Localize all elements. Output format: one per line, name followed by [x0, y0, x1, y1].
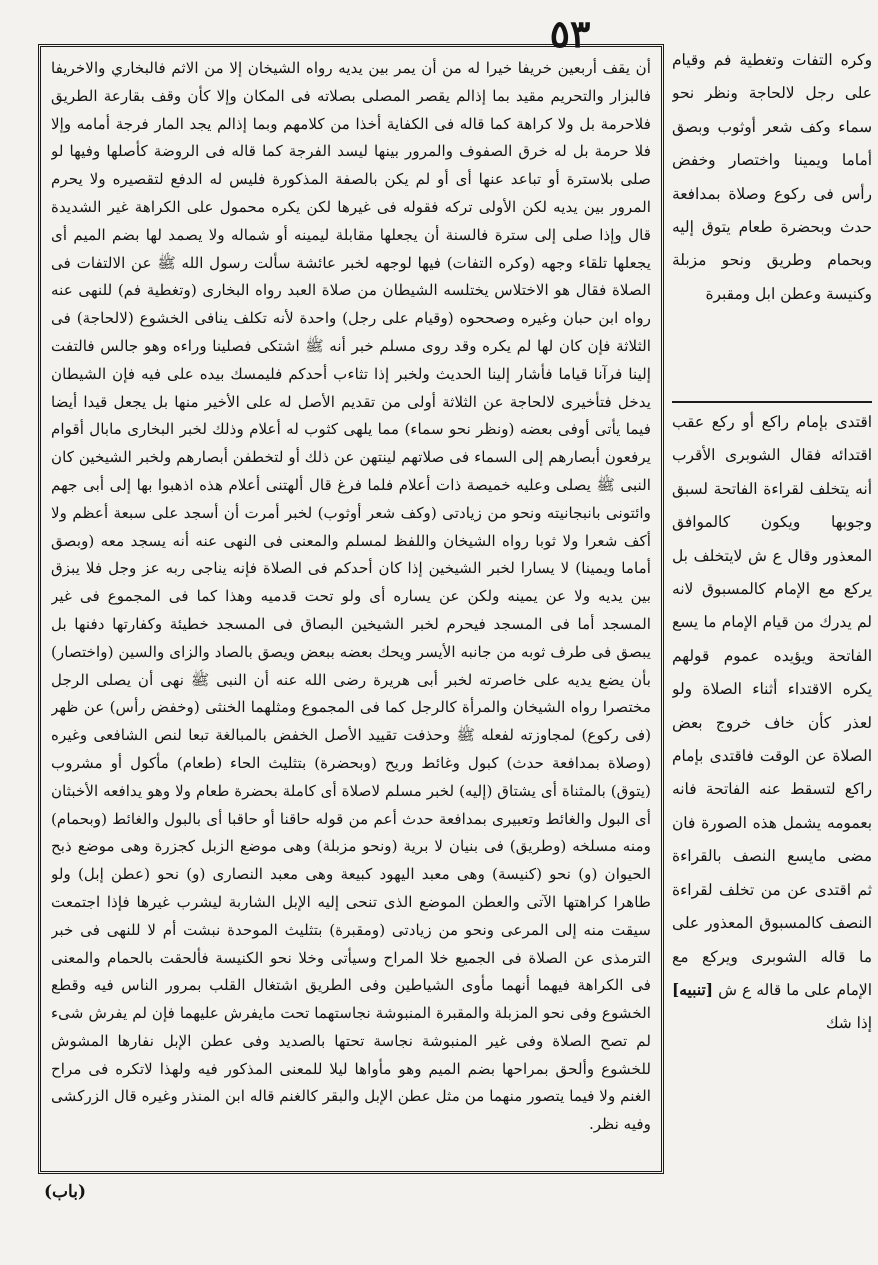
- note-label: [تنبيه]: [672, 980, 714, 999]
- margin-gloss: [672, 406, 872, 1214]
- margin-divider: [672, 401, 872, 403]
- margin-commentary: [672, 44, 872, 1214]
- main-paragraph: أن يقف أربعين خريفا خيرا له من أن يمر بين يديه رواه الشيخان إلا من الاثم فالبخاري والاخريفا فالبزار والتحريم مقيد بما إذالم يقصر المصلى بصلاته فى المكان وإلا كأن وقف بقارعة الطريق فلاحرمة بل ولا كراهة كما قاله فى الكفاية أخذا من كلامهم وبما إذالم يجد المار فرجة أمامه وإلا فلا حرمة بل له خرق الصفوف والمرور بينها ليسد الفرجة كما قاله فى الروضة كأصلها وفيها لو صلى بلاسترة أو تباعد عنها أى أو لم يكن بالصفة المذكورة فليس له الدفع لتقصيره ولا يحرم المرور بين يديه لكن الأولى تركه فقوله فى غيرها لكن يكره محمول على الكراهة غير الشديدة قال وإذا صلى إلى سترة فالسنة أن يجعلها مقابلة ليمينه أو شماله ولا يصمد لها بضم الميم أى يجعلها تلقاء وجهه (وكره التفات) فيها لوجهه لخبر عائشة سألت رسول الله ﷺ عن الالتفات فى الصلاة فقال هو الاختلاس يختلسه الشيطان من صلاة العبد رواه البخارى (وتغطية فم) للنهى عنه رواه ابن حبان وغيره وصححوه (وقيام على رجل) واحدة لأنه تكلف ينافى الخشوع (لالحاجة) فى الثلاثة فإن كان لها لم يكره وقد روى مسلم خبر أنه ﷺ اشتكى فصلينا وراءه وهو جالس فالتفت إلينا فرآنا قياما فأشار إلينا الحديث ولخبر إذا تثاءب أحدكم فليمسك بيده على فيه فإن الشيطان يدخل فتأخيرى لالحاجة عن الثلاثة أولى من تقديم الأصل له على الأخير منها بل يجعل قيدا أيضا فيما يأتى أوفى بعضه (ونظر نحو سماء) مما يلهى كثوب له أعلام وذلك لخبر البخارى مابال أقوام يرفعون أبصارهم إلى السماء فى صلاتهم لينتهن عن ذلك أو لتخطفن أبصارهم ولخبر الشيخين كان النبى ﷺ يصلى وعليه خميصة ذات أعلام فلما فرغ قال ألهتنى أعلام هذه اذهبوا بها إلى أبى جهم وائتونى بانبجانيته ونحو من زيادتى (وكف شعر أوثوب) لخبر أمرت أن أسجد على سبعة أعظم ولا أكف شعرا ولا ثوبا رواه الشيخان واللفظ لمسلم والمعنى فى النهى عنه أنه يسجد معه (وبصق أماما ويمينا) لا يسارا لخبر الشيخين إذا كان أحدكم فى الصلاة فإنه يناجى ربه عز وجل فلا يبزق بين يديه ولا عن يمينه ولكن عن يساره أى ولو تحت قدميه وهذا كما فى المجموع فى غير المسجد أما فى المسجد فيحرم لخبر الشيخين البصاق فى المسجد خطيئة وكفارتها دفنها بل يبصق فى طرف ثوبه من جانبه الأيسر ويحك بعضه ببعض ويصق بالصاد والزاى والسين (واختصار) بأن يضع يديه على خاصرته لخبر أبى هريرة رضى الله عنه أن النبى ﷺ نهى أن يصلى الرجل مختصرا رواه الشيخان والمرأة كالرجل كما فى المجموع ومثلهما الخنثى (وخفض رأس) عن ظهر (فى ركوع) لمجاوزته لفعله ﷺ وحذفت تقييد الأصل الخفض بالمبالغة تبعا لنص الشافعى وغيره (وصلاة بمدافعة حدث) كبول وغائط وريح (وبحضرة) بتثليث الحاء (طعام) مأكول أو مشروب (يتوق) بالمثناة أى يشتاق (إليه) لخبر مسلم لاصلاة أى كاملة بحضرة طعام ولا وهو يدافعه الأخبثان أى البول والغائط وتعبيرى بمدافعة حدث أعم من قوله حاقنا أو حاقبا أى بالبول والغائط (وبحمام) ومنه مسلخه (وطريق) فى بنيان لا برية (ونحو مزبلة) وهى موضع الزبل كجزرة وهى موضع ذبح الحيوان (و) نحو (كنيسة) وهى معبد اليهود كبيعة وهى معبد النصارى (و) نحو (عطن إبل) ولو طاهرا كراهتها الآتى والعطن الموضع الذى تنحى إليه الإبل الشاربة ليشرب غيرها فإذا اجتمعت سيقت منه إلى المرعى ونحو من زيادتى (ومقبرة) بتثليث الموحدة نبشت أم لا للنهى فى خبر الترمذى عن الصلاة فى الجميع خلا المراح وسيأتى وخلا نحو الكنيسة فألحقت بالحمام والمعنى فى الكراهة فيهما أنهما مأوى الشياطين وفى الطريق اشتغال القلب بمرور الناس فيه وقطع الخشوع وفى نحو المزبلة والمقبرة المنبوشة نجاستهما تحت مايفرش عليهما فإن لم يفرش شىء لم تصح الصلاة وفى غير المنبوشة نجاسة تحتها بالصديد وفى عطن الإبل نفارها المشوش للخشوع وألحق بمراحها بضم الميم وهو مأواها ليلا للمعنى المذكور فيه ولهذا لاتكره فى مراح الغنم ولا فيما يتصور منهما من مثل عطن الإبل والبقر كالغنم قاله ابن المنذر وغيره قال الزركشى وفيه نظر.: [51, 59, 651, 1134]
- margin-summary: وكره التفات وتغطية فم وقيام على رجل لالحاجة ونظر نحو سماء وكف شعر أوثوب وبصق أماما ويمينا واختصار وخفض رأس فى ركوع وصلاة بمدافعة حدث وبحضرة طعام يتوق إليه وبحمام وطريق ونحو مزبلة وكنيسة وعطن ابل ومقبرة: [672, 51, 872, 303]
- main-text-frame: [38, 44, 664, 1174]
- note-tail: إذا شك: [825, 1014, 872, 1033]
- catchword-bab: (باب): [44, 1182, 87, 1202]
- margin-gloss-text: اقتدى بإمام راكع أو ركع عقب اقتدائه فقال الشوبرى الأقرب أنه يتخلف لقراءة الفاتحة لسبق وجوبها ويكون كالموافق المعذور وقال ع ش لايتخلف بل يركع مع الإمام كالمسبوق لانه لم يدرك من قيام الإمام ما يسع الفاتحة ويؤيده عموم قولهم يكره الاقتداء أثناء الصلاة ولو لعذر كأن خاف خروج بعض الصلاة عن الوقت فاقتدى بإمام راكع لتسقط عنه الفاتحة فانه بعمومه يشمل هذه الصورة فان مضى مايسع النصف بالقراءة ثم اقتدى عن من تخلف لقراءة النصف كالمسبوق المعذور على ما قاله الشوبرى ويركع مع الإمام على ما قاله ع ش: [672, 413, 872, 999]
- main-text-body: [51, 55, 651, 1163]
- page-number: ٥٣: [549, 11, 591, 56]
